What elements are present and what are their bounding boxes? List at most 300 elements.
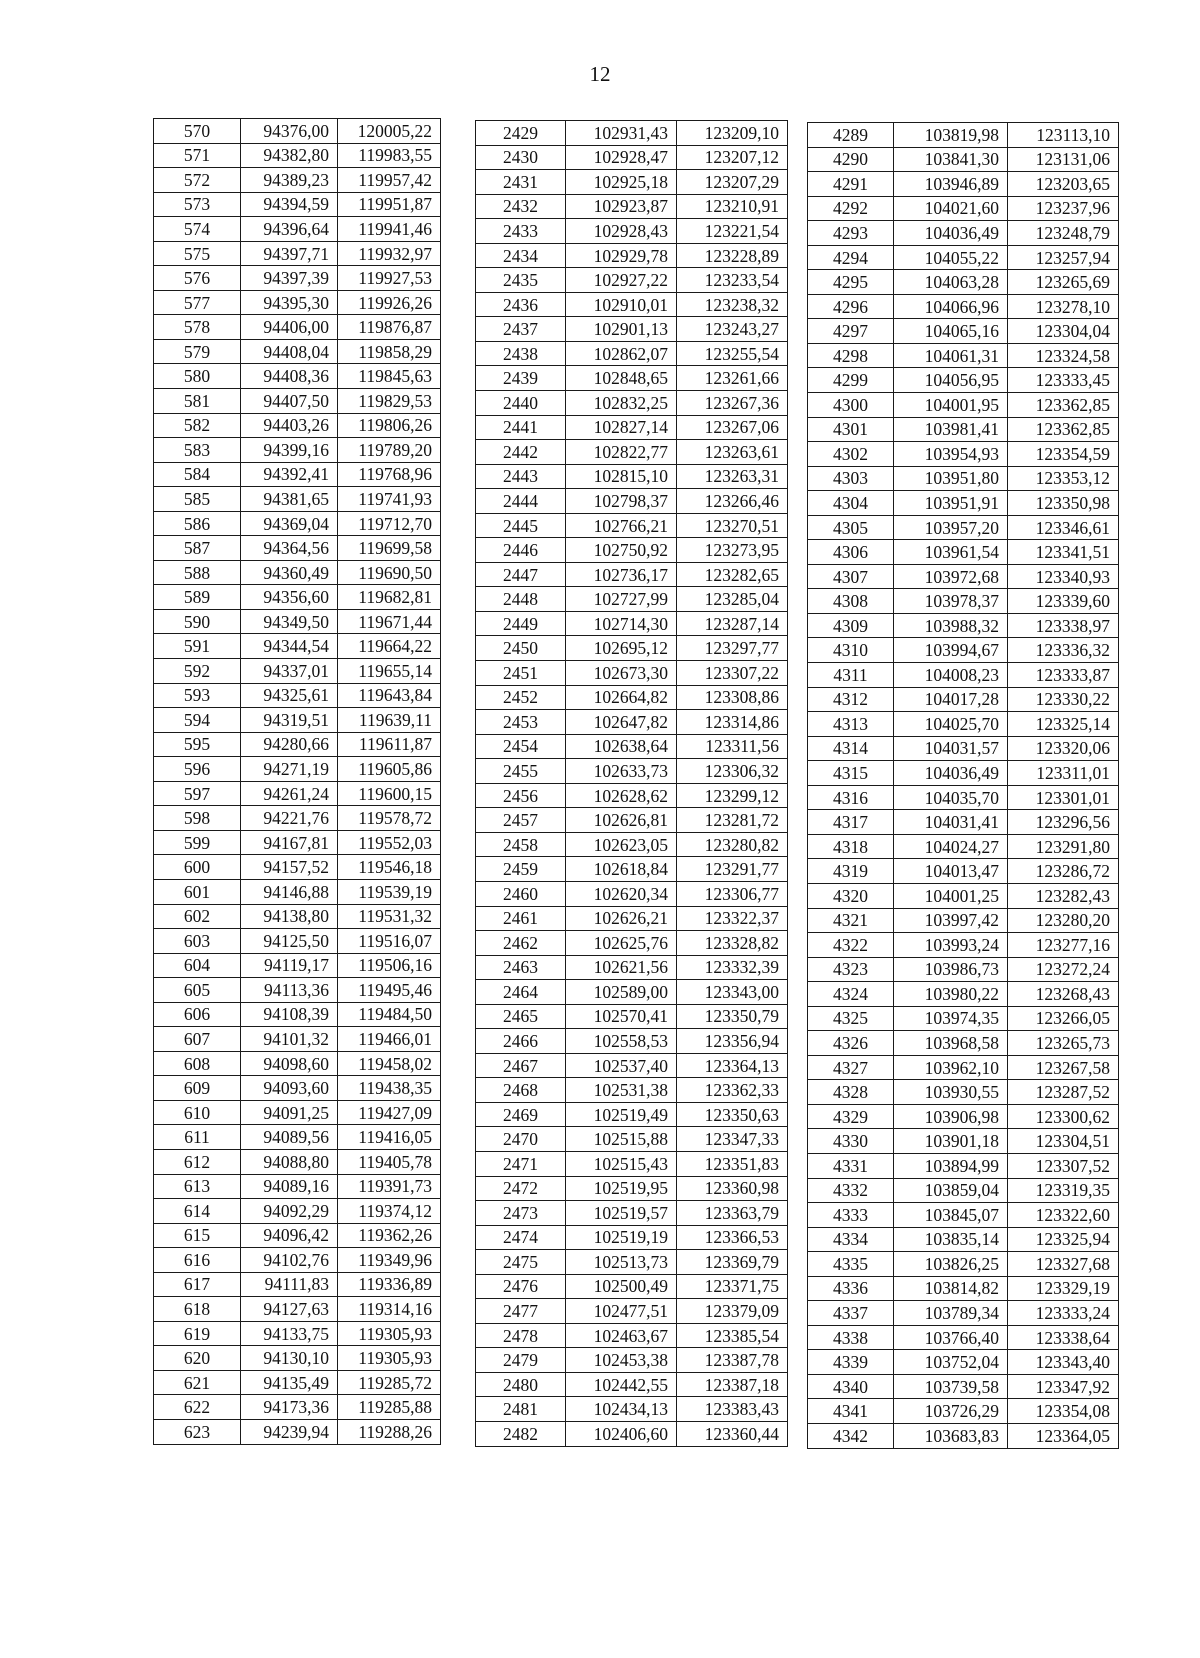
point-number-cell: 572 — [154, 168, 241, 193]
table-row — [154, 364, 441, 389]
x-coordinate-cell: 94349,50 — [241, 609, 338, 634]
point-number-cell: 2453 — [476, 710, 566, 735]
table-row — [154, 978, 441, 1003]
x-coordinate-cell: 94407,50 — [241, 389, 338, 414]
x-coordinate-cell: 104061,31 — [894, 343, 1008, 368]
y-coordinate-cell: 123333,87 — [1008, 663, 1119, 688]
x-coordinate-cell: 104056,95 — [894, 368, 1008, 393]
point-number-cell: 2447 — [476, 562, 566, 587]
point-number-cell: 620 — [154, 1346, 241, 1371]
point-number-cell: 4294 — [808, 245, 894, 270]
point-number-cell: 4300 — [808, 393, 894, 418]
point-number-cell: 589 — [154, 585, 241, 610]
table-row — [476, 121, 788, 146]
y-coordinate-cell: 123356,94 — [677, 1029, 788, 1054]
point-number-cell: 2482 — [476, 1421, 566, 1446]
y-coordinate-cell: 123350,98 — [1008, 491, 1119, 516]
point-number-cell: 2457 — [476, 808, 566, 833]
x-coordinate-cell: 103789,34 — [894, 1301, 1008, 1326]
y-coordinate-cell: 119305,93 — [338, 1346, 441, 1371]
table-row — [476, 1201, 788, 1226]
y-coordinate-cell: 119288,26 — [338, 1419, 441, 1444]
point-number-cell: 588 — [154, 560, 241, 585]
table-row — [476, 170, 788, 195]
x-coordinate-cell: 103859,04 — [894, 1178, 1008, 1203]
table-row — [154, 389, 441, 414]
table-row — [808, 1399, 1119, 1424]
table-row — [476, 906, 788, 931]
point-number-cell: 4301 — [808, 417, 894, 442]
x-coordinate-cell: 103951,80 — [894, 466, 1008, 491]
x-coordinate-cell: 94167,81 — [241, 830, 338, 855]
table-row — [476, 710, 788, 735]
table-row — [476, 783, 788, 808]
point-number-cell: 4316 — [808, 785, 894, 810]
coordinates-table-3 — [807, 122, 1119, 1449]
x-coordinate-cell: 94146,88 — [241, 879, 338, 904]
y-coordinate-cell: 119427,09 — [338, 1100, 441, 1125]
y-coordinate-cell: 123333,45 — [1008, 368, 1119, 393]
x-coordinate-cell: 102815,10 — [566, 464, 677, 489]
y-coordinate-cell: 123268,43 — [1008, 982, 1119, 1007]
y-coordinate-cell: 123307,22 — [677, 661, 788, 686]
table-row — [154, 708, 441, 733]
x-coordinate-cell: 94239,94 — [241, 1419, 338, 1444]
table-row — [154, 413, 441, 438]
y-coordinate-cell: 123325,14 — [1008, 712, 1119, 737]
x-coordinate-cell: 94381,65 — [241, 487, 338, 512]
point-number-cell: 4304 — [808, 491, 894, 516]
table-row — [154, 585, 441, 610]
y-coordinate-cell: 123203,65 — [1008, 172, 1119, 197]
table-row — [154, 1297, 441, 1322]
y-coordinate-cell: 123354,08 — [1008, 1399, 1119, 1424]
y-coordinate-cell: 123270,51 — [677, 513, 788, 538]
point-number-cell: 577 — [154, 290, 241, 315]
table-row — [808, 982, 1119, 1007]
y-coordinate-cell: 123307,52 — [1008, 1153, 1119, 1178]
table-row — [476, 587, 788, 612]
x-coordinate-cell: 103961,54 — [894, 540, 1008, 565]
y-coordinate-cell: 123341,51 — [1008, 540, 1119, 565]
point-number-cell: 621 — [154, 1370, 241, 1395]
point-number-cell: 2458 — [476, 832, 566, 857]
y-coordinate-cell: 119314,16 — [338, 1297, 441, 1322]
table-row — [154, 1002, 441, 1027]
y-coordinate-cell: 123304,51 — [1008, 1129, 1119, 1154]
point-number-cell: 583 — [154, 438, 241, 463]
table-row — [154, 929, 441, 954]
x-coordinate-cell: 102531,38 — [566, 1078, 677, 1103]
x-coordinate-cell: 103980,22 — [894, 982, 1008, 1007]
table-row — [476, 1176, 788, 1201]
point-number-cell: 601 — [154, 879, 241, 904]
y-coordinate-cell: 119690,50 — [338, 560, 441, 585]
point-number-cell: 2473 — [476, 1201, 566, 1226]
y-coordinate-cell: 123267,36 — [677, 391, 788, 416]
point-number-cell: 2480 — [476, 1372, 566, 1397]
table-row — [808, 172, 1119, 197]
x-coordinate-cell: 102827,14 — [566, 415, 677, 440]
y-coordinate-cell: 123287,52 — [1008, 1080, 1119, 1105]
point-number-cell: 4309 — [808, 613, 894, 638]
point-number-cell: 587 — [154, 536, 241, 561]
table-row — [808, 1276, 1119, 1301]
x-coordinate-cell: 94325,61 — [241, 683, 338, 708]
point-number-cell: 2478 — [476, 1323, 566, 1348]
table-row — [154, 487, 441, 512]
y-coordinate-cell: 123265,69 — [1008, 270, 1119, 295]
table-row — [476, 1029, 788, 1054]
point-number-cell: 570 — [154, 119, 241, 144]
x-coordinate-cell: 103994,67 — [894, 638, 1008, 663]
x-coordinate-cell: 94130,10 — [241, 1346, 338, 1371]
y-coordinate-cell: 119605,86 — [338, 757, 441, 782]
table-row — [154, 462, 441, 487]
y-coordinate-cell: 119806,26 — [338, 413, 441, 438]
table-row — [808, 491, 1119, 516]
table-row — [154, 1125, 441, 1150]
table-row — [808, 638, 1119, 663]
point-number-cell: 2442 — [476, 440, 566, 465]
point-number-cell: 2436 — [476, 292, 566, 317]
point-number-cell: 594 — [154, 708, 241, 733]
y-coordinate-cell: 119932,97 — [338, 241, 441, 266]
point-number-cell: 4290 — [808, 147, 894, 172]
point-number-cell: 4313 — [808, 712, 894, 737]
x-coordinate-cell: 103726,29 — [894, 1399, 1008, 1424]
table-row — [154, 339, 441, 364]
x-coordinate-cell: 102766,21 — [566, 513, 677, 538]
y-coordinate-cell: 123363,79 — [677, 1201, 788, 1226]
x-coordinate-cell: 103845,07 — [894, 1203, 1008, 1228]
point-number-cell: 2463 — [476, 955, 566, 980]
point-number-cell: 4292 — [808, 196, 894, 221]
x-coordinate-cell: 102625,76 — [566, 931, 677, 956]
point-number-cell: 2449 — [476, 611, 566, 636]
y-coordinate-cell: 119285,72 — [338, 1370, 441, 1395]
y-coordinate-cell: 119416,05 — [338, 1125, 441, 1150]
y-coordinate-cell: 119951,87 — [338, 192, 441, 217]
page-number: 12 — [589, 62, 611, 86]
y-coordinate-cell: 119768,96 — [338, 462, 441, 487]
x-coordinate-cell: 102500,49 — [566, 1274, 677, 1299]
table-row — [808, 1203, 1119, 1228]
x-coordinate-cell: 102406,60 — [566, 1421, 677, 1446]
point-number-cell: 603 — [154, 929, 241, 954]
table-row — [476, 1225, 788, 1250]
y-coordinate-cell: 123354,59 — [1008, 442, 1119, 467]
y-coordinate-cell: 123285,04 — [677, 587, 788, 612]
x-coordinate-cell: 104055,22 — [894, 245, 1008, 270]
point-number-cell: 574 — [154, 217, 241, 242]
y-coordinate-cell: 119374,12 — [338, 1199, 441, 1224]
table-row — [154, 659, 441, 684]
table-row — [154, 119, 441, 144]
y-coordinate-cell: 123266,05 — [1008, 1006, 1119, 1031]
point-number-cell: 585 — [154, 487, 241, 512]
table-row — [476, 1004, 788, 1029]
y-coordinate-cell: 119531,32 — [338, 904, 441, 929]
y-coordinate-cell: 120005,22 — [338, 119, 441, 144]
point-number-cell: 4322 — [808, 933, 894, 958]
table-row — [154, 168, 441, 193]
y-coordinate-cell: 123267,06 — [677, 415, 788, 440]
x-coordinate-cell: 103841,30 — [894, 147, 1008, 172]
y-coordinate-cell: 123301,01 — [1008, 785, 1119, 810]
point-number-cell: 2451 — [476, 661, 566, 686]
point-number-cell: 614 — [154, 1199, 241, 1224]
x-coordinate-cell: 94376,00 — [241, 119, 338, 144]
coordinates-table-1 — [153, 118, 441, 1445]
table-row — [154, 781, 441, 806]
table-row — [476, 1274, 788, 1299]
x-coordinate-cell: 102515,43 — [566, 1151, 677, 1176]
y-coordinate-cell: 123237,96 — [1008, 196, 1119, 221]
x-coordinate-cell: 94356,60 — [241, 585, 338, 610]
point-number-cell: 4328 — [808, 1080, 894, 1105]
y-coordinate-cell: 119643,84 — [338, 683, 441, 708]
x-coordinate-cell: 94102,76 — [241, 1248, 338, 1273]
y-coordinate-cell: 123228,89 — [677, 243, 788, 268]
table-row — [154, 192, 441, 217]
x-coordinate-cell: 103986,73 — [894, 957, 1008, 982]
y-coordinate-cell: 123329,19 — [1008, 1276, 1119, 1301]
x-coordinate-cell: 103993,24 — [894, 933, 1008, 958]
x-coordinate-cell: 94396,64 — [241, 217, 338, 242]
y-coordinate-cell: 119639,11 — [338, 708, 441, 733]
table-row — [476, 219, 788, 244]
y-coordinate-cell: 123277,16 — [1008, 933, 1119, 958]
x-coordinate-cell: 102589,00 — [566, 980, 677, 1005]
table-row — [476, 489, 788, 514]
point-number-cell: 4303 — [808, 466, 894, 491]
table-row — [476, 808, 788, 833]
table-row — [476, 685, 788, 710]
table-row — [808, 123, 1119, 148]
point-number-cell: 600 — [154, 855, 241, 880]
point-number-cell: 610 — [154, 1100, 241, 1125]
y-coordinate-cell: 123387,18 — [677, 1372, 788, 1397]
table-row — [476, 341, 788, 366]
table-row — [808, 564, 1119, 589]
table-row — [154, 1076, 441, 1101]
point-number-cell: 576 — [154, 266, 241, 291]
y-coordinate-cell: 123131,06 — [1008, 147, 1119, 172]
table-row — [154, 1199, 441, 1224]
y-coordinate-cell: 123385,54 — [677, 1323, 788, 1348]
table-row — [154, 634, 441, 659]
x-coordinate-cell: 102862,07 — [566, 341, 677, 366]
x-coordinate-cell: 104017,28 — [894, 687, 1008, 712]
y-coordinate-cell: 119484,50 — [338, 1002, 441, 1027]
point-number-cell: 2455 — [476, 759, 566, 784]
point-number-cell: 623 — [154, 1419, 241, 1444]
x-coordinate-cell: 94261,24 — [241, 781, 338, 806]
point-number-cell: 2467 — [476, 1053, 566, 1078]
table-row — [154, 904, 441, 929]
y-coordinate-cell: 123287,14 — [677, 611, 788, 636]
point-number-cell: 2479 — [476, 1348, 566, 1373]
point-number-cell: 608 — [154, 1051, 241, 1076]
point-number-cell: 2471 — [476, 1151, 566, 1176]
x-coordinate-cell: 102515,88 — [566, 1127, 677, 1152]
x-coordinate-cell: 94397,71 — [241, 241, 338, 266]
point-number-cell: 4325 — [808, 1006, 894, 1031]
x-coordinate-cell: 103954,93 — [894, 442, 1008, 467]
x-coordinate-cell: 102714,30 — [566, 611, 677, 636]
point-number-cell: 2481 — [476, 1397, 566, 1422]
table-row — [808, 1178, 1119, 1203]
x-coordinate-cell: 94157,52 — [241, 855, 338, 880]
table-row — [154, 806, 441, 831]
table-row — [808, 417, 1119, 442]
y-coordinate-cell: 123362,85 — [1008, 417, 1119, 442]
x-coordinate-cell: 94319,51 — [241, 708, 338, 733]
x-coordinate-cell: 104036,49 — [894, 761, 1008, 786]
x-coordinate-cell: 103766,40 — [894, 1325, 1008, 1350]
table-row — [154, 1027, 441, 1052]
point-number-cell: 2433 — [476, 219, 566, 244]
x-coordinate-cell: 103835,14 — [894, 1227, 1008, 1252]
table-row — [154, 609, 441, 634]
y-coordinate-cell: 119664,22 — [338, 634, 441, 659]
y-coordinate-cell: 123364,13 — [677, 1053, 788, 1078]
table-row — [154, 1248, 441, 1273]
x-coordinate-cell: 102477,51 — [566, 1299, 677, 1324]
table-row — [808, 442, 1119, 467]
x-coordinate-cell: 94096,42 — [241, 1223, 338, 1248]
y-coordinate-cell: 123282,65 — [677, 562, 788, 587]
table-row — [476, 1348, 788, 1373]
table-row — [808, 1423, 1119, 1448]
y-coordinate-cell: 123347,33 — [677, 1127, 788, 1152]
y-coordinate-cell: 123297,77 — [677, 636, 788, 661]
x-coordinate-cell: 94108,39 — [241, 1002, 338, 1027]
x-coordinate-cell: 102736,17 — [566, 562, 677, 587]
point-number-cell: 4326 — [808, 1031, 894, 1056]
x-coordinate-cell: 94089,16 — [241, 1174, 338, 1199]
x-coordinate-cell: 104066,96 — [894, 294, 1008, 319]
point-number-cell: 2465 — [476, 1004, 566, 1029]
x-coordinate-cell: 94113,36 — [241, 978, 338, 1003]
y-coordinate-cell: 119539,19 — [338, 879, 441, 904]
x-coordinate-cell: 103739,58 — [894, 1374, 1008, 1399]
point-number-cell: 2434 — [476, 243, 566, 268]
table-row — [476, 931, 788, 956]
point-number-cell: 2475 — [476, 1250, 566, 1275]
y-coordinate-cell: 119957,42 — [338, 168, 441, 193]
point-number-cell: 4340 — [808, 1374, 894, 1399]
x-coordinate-cell: 102519,95 — [566, 1176, 677, 1201]
table-row — [154, 143, 441, 168]
y-coordinate-cell: 119552,03 — [338, 830, 441, 855]
x-coordinate-cell: 102848,65 — [566, 366, 677, 391]
x-coordinate-cell: 94088,80 — [241, 1149, 338, 1174]
y-coordinate-cell: 119699,58 — [338, 536, 441, 561]
y-coordinate-cell: 119876,87 — [338, 315, 441, 340]
table-row — [476, 1053, 788, 1078]
point-number-cell: 4332 — [808, 1178, 894, 1203]
point-number-cell: 580 — [154, 364, 241, 389]
point-number-cell: 4297 — [808, 319, 894, 344]
point-number-cell: 609 — [154, 1076, 241, 1101]
point-number-cell: 4324 — [808, 982, 894, 1007]
table-row — [154, 1223, 441, 1248]
point-number-cell: 2456 — [476, 783, 566, 808]
table-row — [808, 712, 1119, 737]
point-number-cell: 613 — [154, 1174, 241, 1199]
point-number-cell: 607 — [154, 1027, 241, 1052]
table-row — [476, 1397, 788, 1422]
y-coordinate-cell: 123265,73 — [1008, 1031, 1119, 1056]
point-number-cell: 605 — [154, 978, 241, 1003]
point-number-cell: 595 — [154, 732, 241, 757]
x-coordinate-cell: 104036,49 — [894, 221, 1008, 246]
y-coordinate-cell: 119682,81 — [338, 585, 441, 610]
x-coordinate-cell: 102750,92 — [566, 538, 677, 563]
y-coordinate-cell: 123387,78 — [677, 1348, 788, 1373]
point-number-cell: 4314 — [808, 736, 894, 761]
x-coordinate-cell: 103819,98 — [894, 123, 1008, 148]
point-number-cell: 2440 — [476, 391, 566, 416]
y-coordinate-cell: 123350,63 — [677, 1102, 788, 1127]
table-row — [808, 761, 1119, 786]
x-coordinate-cell: 102513,73 — [566, 1250, 677, 1275]
y-coordinate-cell: 119655,14 — [338, 659, 441, 684]
point-number-cell: 4302 — [808, 442, 894, 467]
y-coordinate-cell: 123328,82 — [677, 931, 788, 956]
x-coordinate-cell: 94111,83 — [241, 1272, 338, 1297]
y-coordinate-cell: 123340,93 — [1008, 564, 1119, 589]
y-coordinate-cell: 123350,79 — [677, 1004, 788, 1029]
table-row — [808, 245, 1119, 270]
x-coordinate-cell: 102664,82 — [566, 685, 677, 710]
x-coordinate-cell: 102910,01 — [566, 292, 677, 317]
table-row — [476, 366, 788, 391]
x-coordinate-cell: 103981,41 — [894, 417, 1008, 442]
table-row — [154, 953, 441, 978]
point-number-cell: 618 — [154, 1297, 241, 1322]
point-number-cell: 602 — [154, 904, 241, 929]
table-row — [154, 830, 441, 855]
table-row — [808, 957, 1119, 982]
y-coordinate-cell: 123332,39 — [677, 955, 788, 980]
x-coordinate-cell: 94337,01 — [241, 659, 338, 684]
y-coordinate-cell: 123272,24 — [1008, 957, 1119, 982]
point-number-cell: 2472 — [476, 1176, 566, 1201]
point-number-cell: 4334 — [808, 1227, 894, 1252]
x-coordinate-cell: 104031,57 — [894, 736, 1008, 761]
table-row — [476, 1250, 788, 1275]
table-row — [808, 1153, 1119, 1178]
y-coordinate-cell: 123371,75 — [677, 1274, 788, 1299]
x-coordinate-cell: 104063,28 — [894, 270, 1008, 295]
y-coordinate-cell: 123300,62 — [1008, 1104, 1119, 1129]
x-coordinate-cell: 94392,41 — [241, 462, 338, 487]
x-coordinate-cell: 102620,34 — [566, 881, 677, 906]
table-row — [476, 194, 788, 219]
point-number-cell: 584 — [154, 462, 241, 487]
x-coordinate-cell: 103894,99 — [894, 1153, 1008, 1178]
y-coordinate-cell: 123282,43 — [1008, 883, 1119, 908]
y-coordinate-cell: 123322,37 — [677, 906, 788, 931]
y-coordinate-cell: 119829,53 — [338, 389, 441, 414]
point-number-cell: 611 — [154, 1125, 241, 1150]
table-row — [154, 683, 441, 708]
table-row — [154, 1395, 441, 1420]
point-number-cell: 604 — [154, 953, 241, 978]
